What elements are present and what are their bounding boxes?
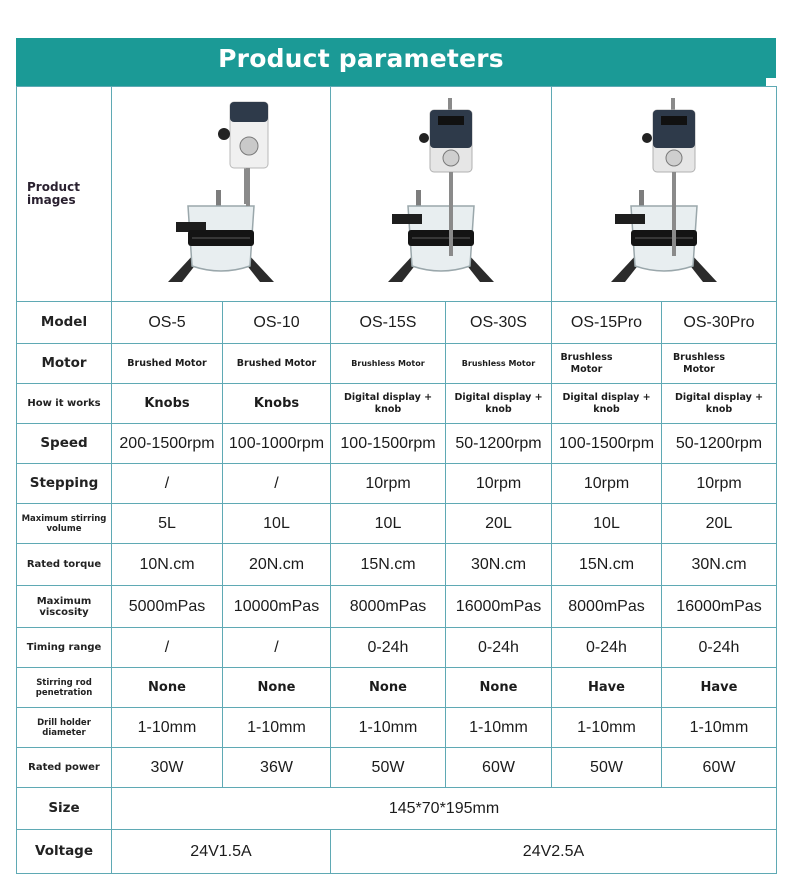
label-size: Size — [17, 788, 112, 830]
cell-stepping: 10rpm — [662, 464, 777, 504]
cell-how-it-works: Knobs — [112, 384, 223, 424]
cell-power: 60W — [662, 748, 777, 788]
stirrer-knob-image — [146, 94, 296, 294]
label-how-it-works: How it works — [17, 384, 112, 424]
label-max-volume: Maximum stirring volume — [17, 504, 112, 544]
row-product-images — [17, 87, 777, 302]
cell-volume: 5L — [112, 504, 223, 544]
label-max-viscosity: Maximum viscosity — [17, 586, 112, 628]
label-timing-range: Timing range — [17, 628, 112, 668]
cell-motor: Brushless Motor — [552, 344, 662, 384]
label-model: Model — [17, 302, 112, 344]
cell-viscosity: 8000mPas — [552, 586, 662, 628]
cell-viscosity: 16000mPas — [662, 586, 777, 628]
row-timing-range — [17, 628, 777, 668]
cell-volume: 10L — [552, 504, 662, 544]
cell-power: 60W — [446, 748, 552, 788]
cell-power: 30W — [112, 748, 223, 788]
cell-motor: Brushless Motor — [331, 344, 446, 384]
cell-motor: Brushed Motor — [112, 344, 223, 384]
row-size — [17, 788, 777, 830]
row-rated-power — [17, 748, 777, 788]
row-drill-holder — [17, 708, 777, 748]
row-speed — [17, 424, 777, 464]
cell-volume: 10L — [223, 504, 331, 544]
spec-table — [16, 86, 777, 874]
cell-torque: 20N.cm — [223, 544, 331, 586]
cell-how-it-works: Digital display + knob — [446, 384, 552, 424]
cell-timing: / — [223, 628, 331, 668]
cell-stepping: 10rpm — [552, 464, 662, 504]
cell-model: OS-30S — [446, 302, 552, 344]
cell-model: OS-15S — [331, 302, 446, 344]
product-image-os15s-os30s — [331, 87, 552, 302]
banner-notch — [766, 78, 776, 86]
cell-motor: Brushed Motor — [223, 344, 331, 384]
cell-stepping: 10rpm — [331, 464, 446, 504]
cell-model: OS-15Pro — [552, 302, 662, 344]
page-title: Product parameters — [218, 44, 504, 73]
cell-speed: 50-1200rpm — [446, 424, 552, 464]
cell-torque: 10N.cm — [112, 544, 223, 586]
cell-torque: 15N.cm — [331, 544, 446, 586]
label-product-images: Product images — [17, 87, 112, 302]
cell-how-it-works: Digital display + knob — [331, 384, 446, 424]
label-stepping: Stepping — [17, 464, 112, 504]
row-model — [17, 302, 777, 344]
cell-timing: 0-24h — [662, 628, 777, 668]
cell-penetration: None — [331, 668, 446, 708]
cell-drill: 1-10mm — [112, 708, 223, 748]
cell-power: 36W — [223, 748, 331, 788]
cell-torque: 30N.cm — [446, 544, 552, 586]
product-image-os5-os10 — [112, 87, 331, 302]
cell-speed: 50-1200rpm — [662, 424, 777, 464]
stirrer-digital-image — [366, 94, 516, 294]
cell-stepping: / — [112, 464, 223, 504]
cell-model: OS-5 — [112, 302, 223, 344]
label-rated-power: Rated power — [17, 748, 112, 788]
cell-voltage-others: 24V2.5A — [331, 830, 777, 874]
product-image-os15pro-os30pro — [552, 87, 777, 302]
cell-penetration: None — [223, 668, 331, 708]
cell-speed: 100-1000rpm — [223, 424, 331, 464]
row-how-it-works — [17, 384, 777, 424]
cell-how-it-works: Digital display + knob — [552, 384, 662, 424]
row-stepping — [17, 464, 777, 504]
label-rated-torque: Rated torque — [17, 544, 112, 586]
row-rod-penetration — [17, 668, 777, 708]
cell-how-it-works: Digital display + knob — [662, 384, 777, 424]
cell-stepping: 10rpm — [446, 464, 552, 504]
label-speed: Speed — [17, 424, 112, 464]
cell-penetration: Have — [662, 668, 777, 708]
cell-timing: 0-24h — [552, 628, 662, 668]
cell-size: 145*70*195mm — [112, 788, 777, 830]
row-motor — [17, 344, 777, 384]
cell-volume: 20L — [446, 504, 552, 544]
cell-model: OS-30Pro — [662, 302, 777, 344]
cell-torque: 15N.cm — [552, 544, 662, 586]
stirrer-digital-image — [589, 94, 739, 294]
cell-motor: Brushless Motor — [446, 344, 552, 384]
cell-drill: 1-10mm — [331, 708, 446, 748]
cell-timing: 0-24h — [331, 628, 446, 668]
cell-penetration: None — [446, 668, 552, 708]
cell-volume: 20L — [662, 504, 777, 544]
row-rated-torque — [17, 544, 777, 586]
cell-torque: 30N.cm — [662, 544, 777, 586]
cell-how-it-works: Knobs — [223, 384, 331, 424]
cell-penetration: None — [112, 668, 223, 708]
cell-viscosity: 8000mPas — [331, 586, 446, 628]
cell-drill: 1-10mm — [662, 708, 777, 748]
cell-viscosity: 16000mPas — [446, 586, 552, 628]
cell-timing: / — [112, 628, 223, 668]
label-voltage: Voltage — [17, 830, 112, 874]
cell-drill: 1-10mm — [552, 708, 662, 748]
row-max-viscosity — [17, 586, 777, 628]
cell-drill: 1-10mm — [446, 708, 552, 748]
label-motor: Motor — [17, 344, 112, 384]
cell-viscosity: 10000mPas — [223, 586, 331, 628]
cell-stepping: / — [223, 464, 331, 504]
row-voltage — [17, 830, 777, 874]
cell-power: 50W — [552, 748, 662, 788]
title-banner — [16, 38, 776, 86]
cell-speed: 200-1500rpm — [112, 424, 223, 464]
row-max-volume — [17, 504, 777, 544]
cell-power: 50W — [331, 748, 446, 788]
cell-voltage-os5-os10: 24V1.5A — [112, 830, 331, 874]
cell-drill: 1-10mm — [223, 708, 331, 748]
cell-volume: 10L — [331, 504, 446, 544]
label-drill-holder: Drill holder diameter — [17, 708, 112, 748]
cell-penetration: Have — [552, 668, 662, 708]
cell-viscosity: 5000mPas — [112, 586, 223, 628]
cell-model: OS-10 — [223, 302, 331, 344]
cell-speed: 100-1500rpm — [552, 424, 662, 464]
cell-timing: 0-24h — [446, 628, 552, 668]
cell-speed: 100-1500rpm — [331, 424, 446, 464]
label-rod-penetration: Stirring rod penetration — [17, 668, 112, 708]
cell-motor: Brushless Motor — [662, 344, 777, 384]
